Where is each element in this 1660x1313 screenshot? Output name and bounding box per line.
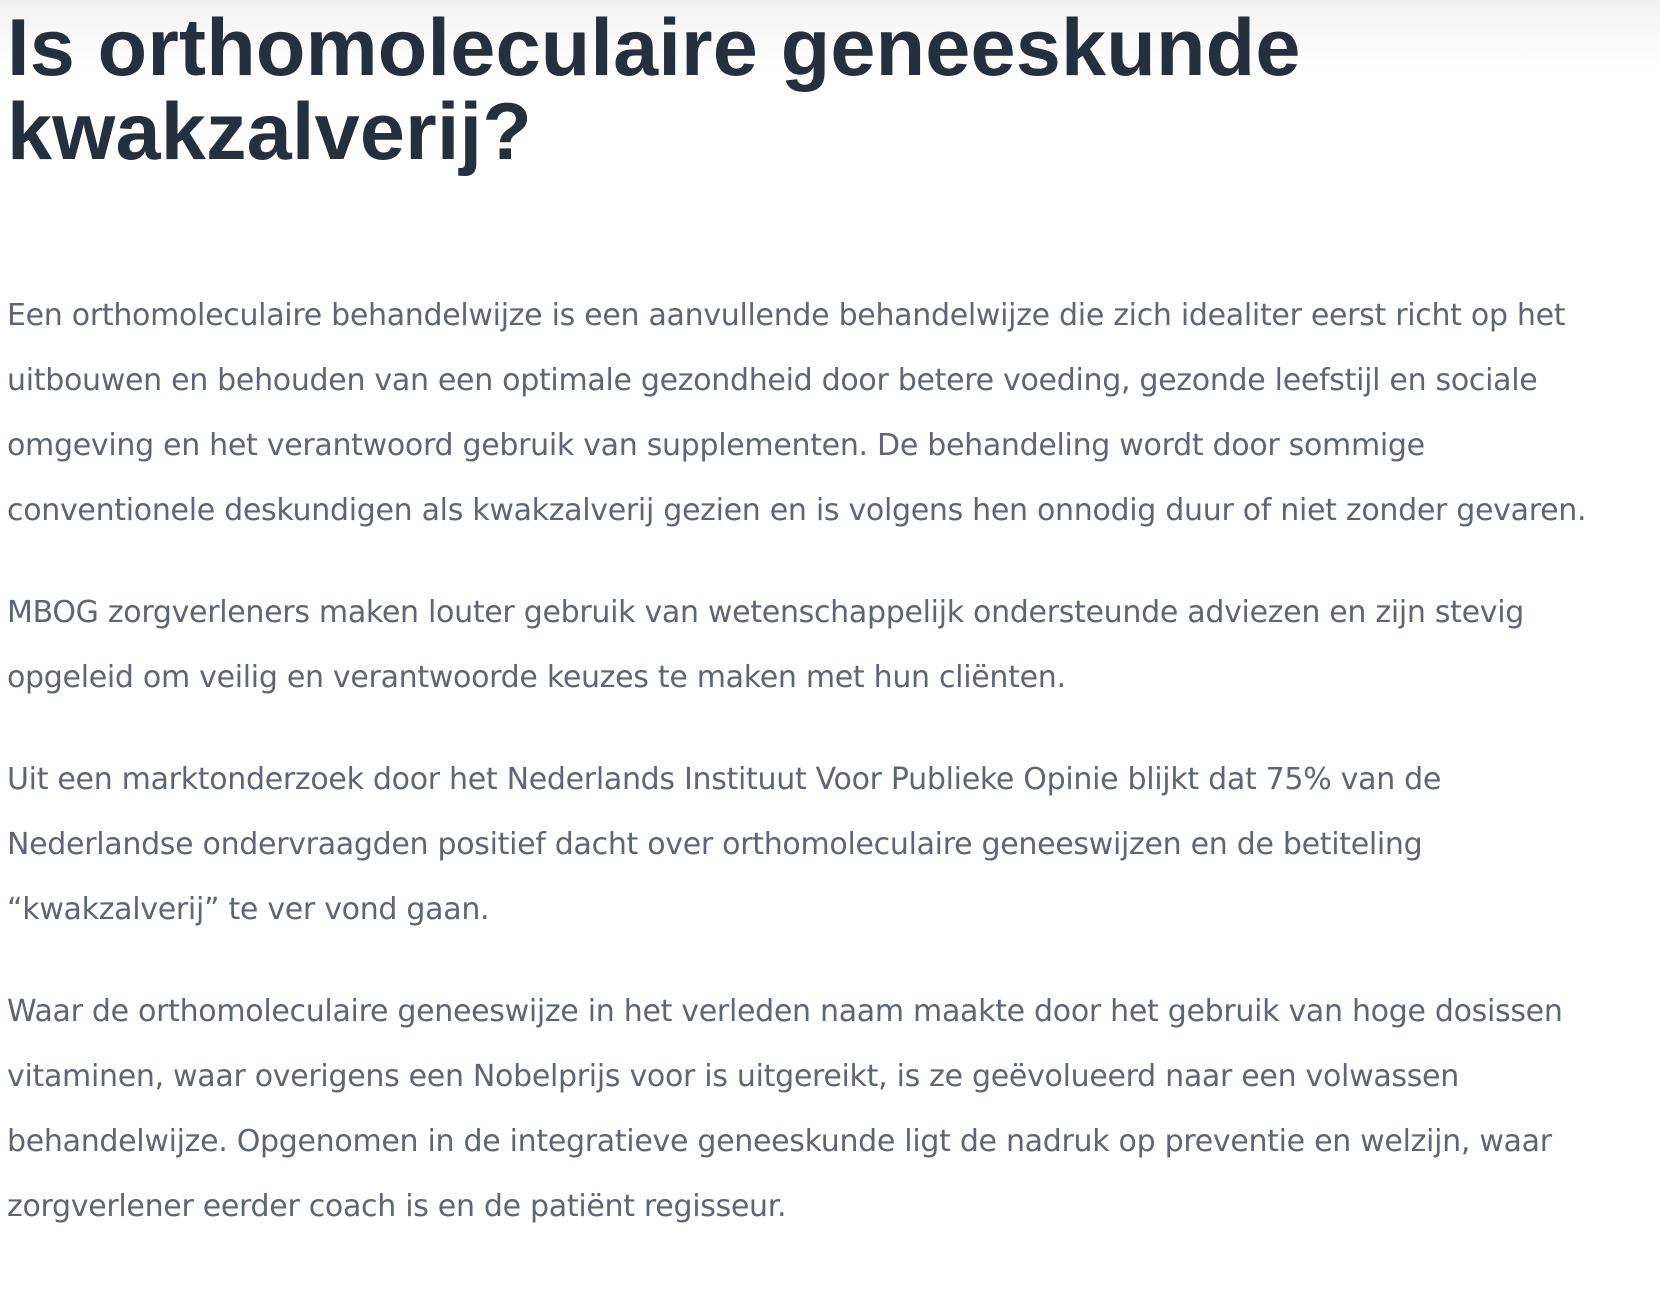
paragraph-intro: Een orthomoleculaire behandelwijze is een aanvullende behandelwijze die zich idealiter eerst richt op het uitbouwen en behouden van een optimale gezondheid door betere voeding, gezonde leefstijl en sociale omgeving en het verantwoord gebruik van supplementen. De behandeling wordt door sommige conventionele deskundigen als kwakzalverij gezien en is volgens hen onnodig duur of niet zonder gevaren. xyxy=(7,298,1587,528)
article-title: Is orthomoleculaire geneeskunde kwakzalverij? xyxy=(7,3,1301,177)
paragraph-market-research: Uit een marktonderzoek door het Nederlands Instituut Voor Publieke Opinie blijkt dat 75% van de Nederlandse ondervraagden positief dacht over orthomoleculaire geneeswijzen en de betiteling “kwakzalverij” te ver vond gaan. xyxy=(7,762,1442,927)
paragraph-evolution: Waar de orthomoleculaire geneeswijze in het verleden naam maakte door het gebruik van hoge dosissen vitaminen, waar overigens een Nobelprijs voor is uitgereikt, is ze geëvolueerd naar een volwassen behandelwijze. Opgenomen in de integratieve geneeskunde ligt de nadruk op preventie en welzijn, waar zorgverlener eerder coach is en de patiënt regisseur. xyxy=(7,994,1563,1224)
paragraph-mbog: MBOG zorgverleners maken louter gebruik van wetenschappelijk ondersteunde adviezen en zijn stevig opgeleid om veilig en verantwoorde keuzes te maken met hun cliënten. xyxy=(7,595,1525,695)
